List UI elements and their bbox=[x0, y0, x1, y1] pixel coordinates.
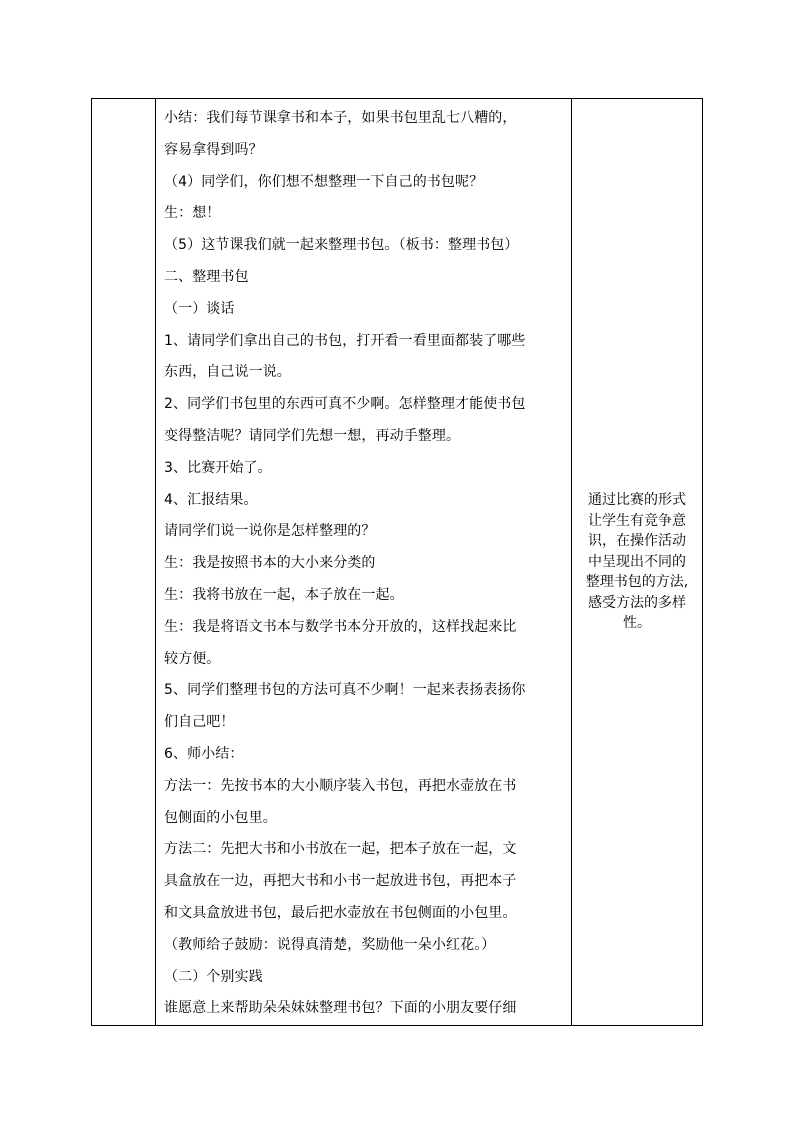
text-line: （一）谈话 bbox=[164, 300, 235, 317]
lesson-plan-table bbox=[91, 98, 703, 1026]
teaching-process-text bbox=[156, 99, 571, 1025]
text-line: 变得整洁呢？请同学们先想一想，再动手整理。 bbox=[164, 427, 461, 444]
left-column-cell bbox=[92, 99, 156, 1026]
note-line: 识，在操作活动 bbox=[588, 533, 686, 550]
design-intent-text bbox=[572, 490, 702, 634]
note-line: 让学生有竞争意 bbox=[588, 512, 686, 529]
text-line: 方法二：先把大书和小书放在一起，把本子放在一起，文 bbox=[164, 841, 517, 858]
text-line: （5）这节课我们就一起来整理书包。（板书：整理书包） bbox=[164, 237, 519, 254]
note-line: 性。 bbox=[623, 615, 651, 632]
text-line: 较方便。 bbox=[164, 650, 221, 667]
text-line: 二、整理书包 bbox=[164, 268, 249, 285]
note-line: 中呈现出不同的 bbox=[588, 553, 686, 570]
text-line: 生：我是按照书本的大小来分类的 bbox=[164, 555, 376, 572]
note-line: 感受方法的多样 bbox=[588, 594, 686, 611]
text-line: 小结：我们每节课拿书和本子，如果书包里乱七八糟的， bbox=[164, 110, 517, 126]
text-line: （教师给子鼓励：说得真清楚，奖励他一朵小红花。） bbox=[164, 936, 496, 953]
text-line: 具盒放在一边，再把大书和小书一起放进书包，再把本子 bbox=[164, 873, 517, 890]
text-line: 们自己吧！ bbox=[164, 714, 235, 731]
text-line: 东西，自己说一说。 bbox=[164, 364, 291, 381]
text-line: 谁愿意上来帮助朵朵妹妹整理书包？下面的小朋友要仔细 bbox=[164, 1000, 517, 1017]
text-line: 请同学们说一说你是怎样整理的？ bbox=[164, 523, 376, 540]
text-line: 6、师小结： bbox=[164, 745, 244, 762]
design-intent-cell bbox=[572, 99, 703, 1026]
text-line: 生：我是将语文书本与数学书本分开放的，这样找起来比 bbox=[164, 618, 517, 635]
text-line: 和文具盒放进书包，最后把水壶放在书包侧面的小包里。 bbox=[164, 904, 517, 921]
text-line: 2、同学们书包里的东西可真不少啊。怎样整理才能使书包 bbox=[164, 396, 526, 413]
text-line: 1、请同学们拿出自己的书包，打开看一看里面都装了哪些 bbox=[164, 332, 526, 349]
main-content-cell bbox=[156, 99, 572, 1026]
text-line: 方法一：先按书本的大小顺序装入书包，再把水壶放在书 bbox=[164, 777, 517, 794]
note-line: 通过比赛的形式 bbox=[588, 492, 686, 509]
text-line: 包侧面的小包里。 bbox=[164, 809, 277, 826]
text-line: 容易拿得到吗？ bbox=[164, 141, 263, 158]
text-line: 4、汇报结果。 bbox=[164, 491, 258, 508]
text-line: （4）同学们，你们想不想整理一下自己的书包呢？ bbox=[164, 173, 484, 190]
text-line: 生：想！ bbox=[164, 205, 221, 222]
table-row bbox=[92, 99, 703, 1026]
text-line: （二）个别实践 bbox=[164, 968, 263, 985]
text-line: 3、比赛开始了。 bbox=[164, 459, 272, 476]
text-line: 生：我将书放在一起，本子放在一起。 bbox=[164, 586, 404, 603]
text-line: 5、同学们整理书包的方法可真不少啊！一起来表扬表扬你 bbox=[164, 682, 526, 699]
note-line: 整理书包的方法, bbox=[585, 574, 689, 591]
